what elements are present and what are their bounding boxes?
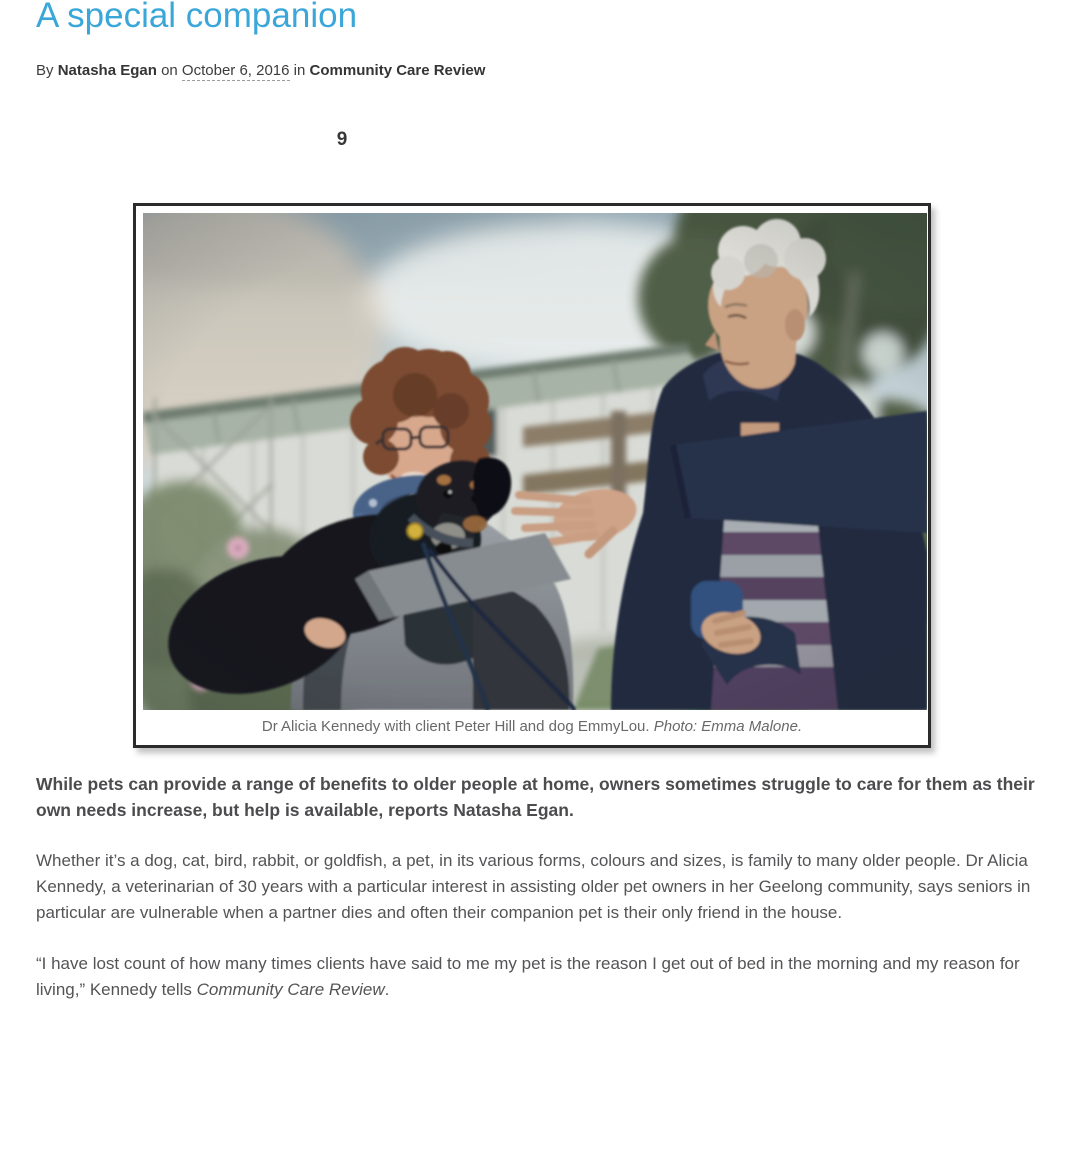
photo-caption <box>143 710 921 745</box>
page-title: A special companion <box>36 0 358 35</box>
article-photo-illustration <box>143 213 927 710</box>
intro-paragraph: While pets can provide a range of benefits to older people at home, owners sometimes struggle to care for them as their own needs increase, but help is available, reports Natasha Egan. <box>36 774 1035 820</box>
byline-category: Community Care Review <box>309 62 486 79</box>
byline-in: in <box>293 62 306 79</box>
byline-on: on <box>161 62 178 79</box>
share-count: 9 <box>336 129 348 150</box>
byline-date[interactable]: October 6, 2016 <box>181 62 290 79</box>
byline-author: Natasha Egan <box>57 62 157 79</box>
photo-credit: Photo: Emma Malone. <box>653 718 803 735</box>
article-figure <box>133 203 931 748</box>
paragraph-2-period: . <box>384 980 390 999</box>
photo-caption-text: Dr Alicia Kennedy with client Peter Hill and dog EmmyLou. <box>261 718 650 735</box>
byline <box>36 61 1036 81</box>
paragraph-2 <box>36 951 1038 1003</box>
paragraph-1: Whether it’s a dog, cat, bird, rabbit, or goldfish, a pet, in its various forms, colours and sizes, is family to many older people. Dr Alicia Kennedy, a veterinarian of 30 years with a particular interest in assisting older pet owners in her Geelong community, says seniors in particular are vulnerable when a partner dies and often their companion pet is their only friend in the house. <box>36 851 1031 922</box>
publication-name: Community Care Review <box>196 980 385 999</box>
byline-by: By <box>36 62 54 79</box>
article-body <box>36 771 1038 1003</box>
paragraph-2-text: “I have lost count of how many times clients have said to me my pet is the reason I get out of bed in the morning and my reason for living,” Kennedy tells <box>36 954 1020 999</box>
